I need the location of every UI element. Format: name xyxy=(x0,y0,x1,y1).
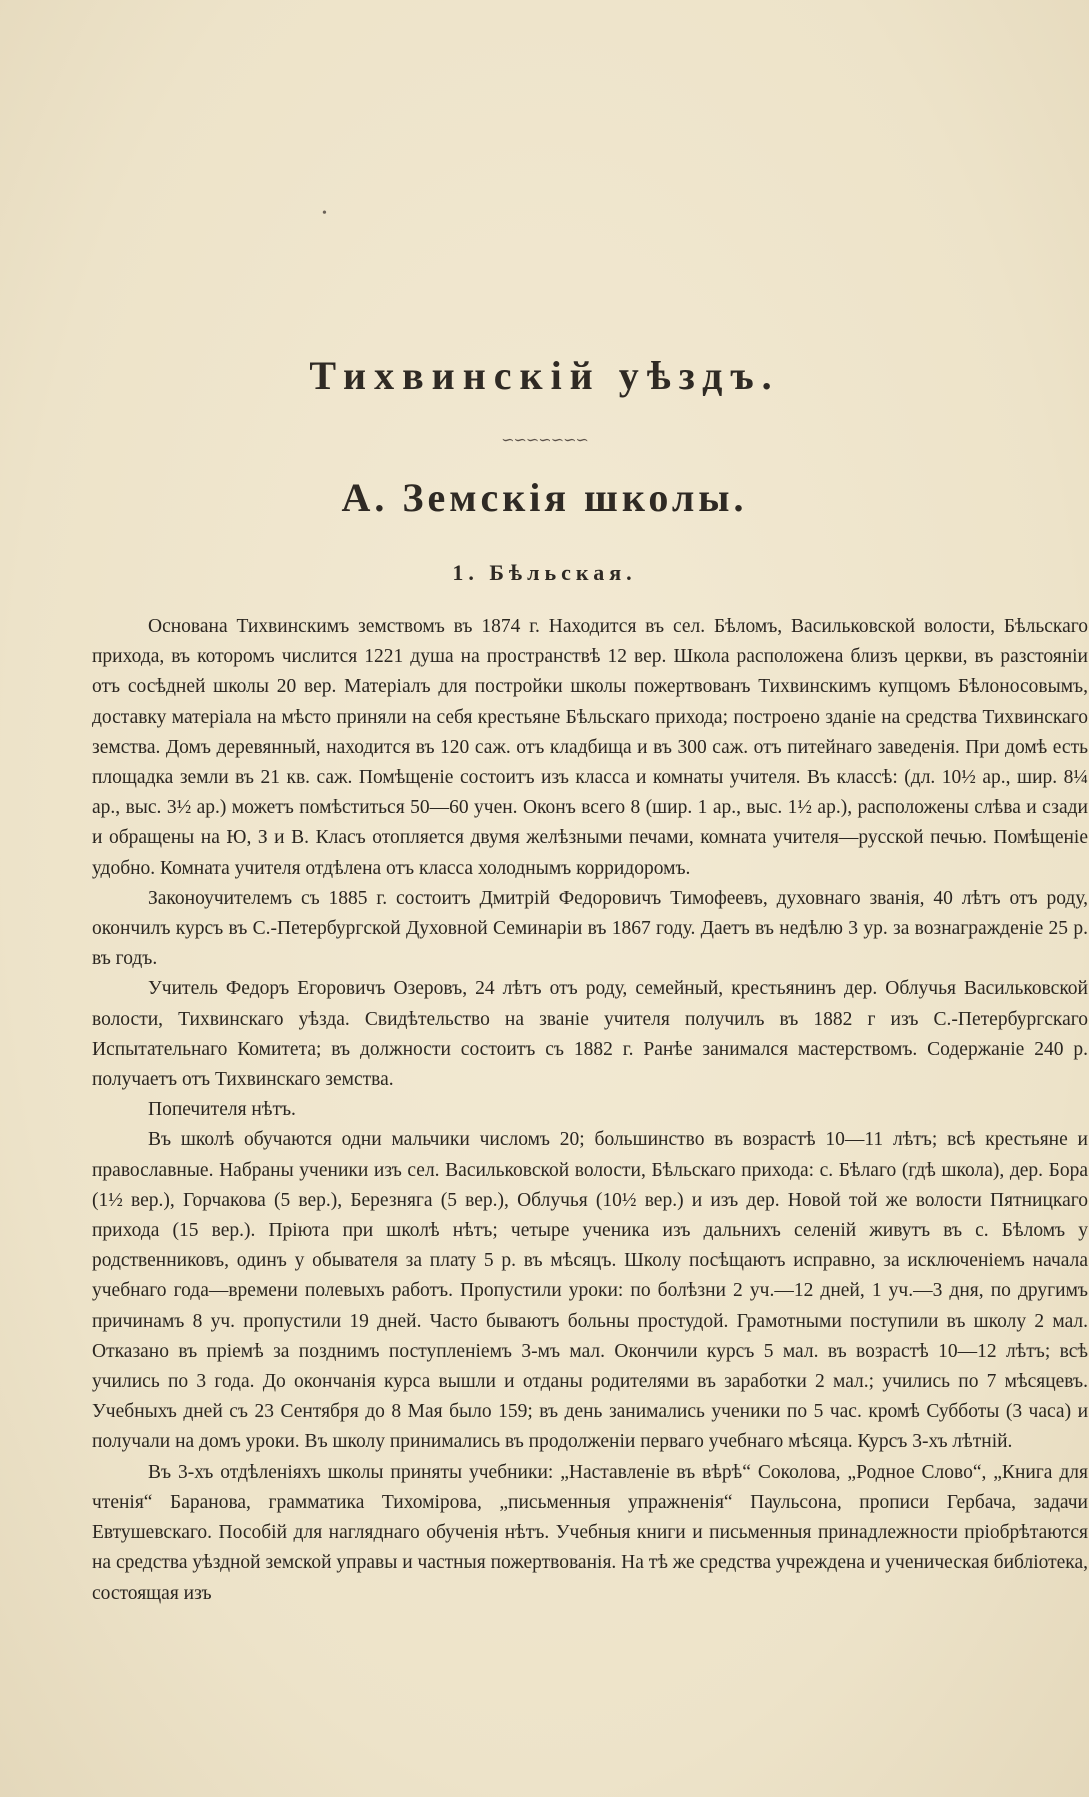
school-heading: 1. Бѣльская. xyxy=(452,560,637,585)
paragraph-founding: Основана Тихвинскимъ земствомъ въ 1874 г. Находится въ сел. Бѣломъ, Васильковской волости, Бѣльскаго прихода, въ которомъ числится 1221 душа на пространствѣ 12 вер. Школа расположена близъ церкви, въ разстояніи отъ сосѣдней школы 20 вер. Матеріалъ для постройки школы пожертвованъ Тихвинскимъ купцомъ Бѣлоносовымъ, доставку матеріала на мѣсто приняли на себя крестьяне Бѣльскаго прихода; построено зданіе на средства Тихвинскаго земства. Домъ деревянный, находится въ 120 саж. отъ кладбища и въ 300 саж. отъ питейнаго заведенія. При домѣ есть площадка земли въ 21 кв. саж. Помѣщеніе состоитъ изъ класса и комнаты учителя. Въ классѣ: (дл. 10½ ар., шир. 8¼ ар., выс. 3½ ар.) можетъ помѣститься 50—60 учен. Оконъ всего 8 (шир. 1 ар., выс. 1½ ар.), расположены слѣва и сзади и обращены на Ю, З и В. Класъ отопляется двумя желѣзными печами, комната учителя—русской печью. Помѣщеніе удобно. Комната учителя отдѣлена отъ класса холоднымъ корридоромъ. xyxy=(92,616,1088,879)
title-ornament-divider: ∽∽∽∽∽∽∽ xyxy=(501,432,588,449)
section-heading: А. Земскія школы. xyxy=(341,475,748,520)
paragraph-textbooks: Въ 3-хъ отдѣленіяхъ школы приняты учебники: „Наставленіе въ вѣрѣ“ Соколова, „Родное Слово“, „Книга для чтенія“ Баранова, грамматика Тихомірова, „письменныя упражненія“ Паульсона, прописи Гербача, задачи Евтушевскаго. Пособій для нагляднаго обученія нѣтъ. Учебныя книги и письменныя принадлежности пріобрѣтаются на средства уѣздной земской управы и частныя пожертвованія. На тѣ же средства учреждена и ученическая библіотека, состоящая изъ xyxy=(92,1461,1088,1604)
district-title: Тихвинскій уѣздъ. xyxy=(309,353,780,398)
paragraph-pupils: Въ школѣ обучаются одни мальчики числомъ 20; большинство въ возрастѣ 10—11 лѣтъ; всѣ крестьяне и православные. Набраны ученики изъ сел. Васильковской волости, Бѣльскаго прихода: с. Бѣлаго (гдѣ школа), дер. Бора (1½ вер.), Горчакова (5 вер.), Березняга (5 вер.), Облучья (10½ вер.) и изъ дер. Новой той же волости Пятницкаго прихода (15 вер.). Пріюта при школѣ нѣтъ; четыре ученика изъ дальнихъ селеній живутъ въ с. Бѣломъ у родственниковъ, одинъ у обывателя за плату 5 р. въ мѣсяцъ. Школу посѣщаютъ исправно, за исключеніемъ начала учебнаго года—времени полевыхъ работъ. Пропустили уроки: по болѣзни 2 уч.—12 дней, 1 уч.—3 дня, по другимъ причинамъ 8 уч. пропустили 19 дней. Часто бываютъ больны простудой. Грамотными поступили въ школу 2 мал. Отказано въ пріемѣ за позднимъ поступленіемъ 3-мъ мал. Окончили курсъ 5 мал. въ возрастѣ 10—12 лѣтъ; всѣ учились по 3 года. До окончанія курса вышли и отданы родителями въ заработки 2 мал.; учились по 7 мѣсяцевъ. Учебныхъ дней съ 23 Сентября до 8 Мая было 159; въ день занимались ученики по 5 час. кромѣ Субботы (3 часа) и получали на домъ уроки. Въ школу принимались въ продолженіи перваго учебнаго мѣсяца. Курсъ 3-хъ лѣтній. xyxy=(92,1129,1088,1453)
ink-dot: • xyxy=(322,206,327,221)
paragraph-teacher: Учитель Федоръ Егоровичъ Озеровъ, 24 лѣтъ отъ роду, семейный, крестьянинъ дер. Облучья Васильковской волости, Тихвинскаго уѣзда. Свидѣтельство на званіе учителя получилъ въ 1882 г изъ С.-Петербургскаго Испытательнаго Комитета; въ должности состоитъ съ 1882 г. Ранѣе занимался мастерствомъ. Содержаніе 240 р. получаетъ отъ Тихвинскаго земства. xyxy=(92,978,1088,1091)
paragraph-religion-teacher: Законоучителемъ съ 1885 г. состоитъ Дмитрій Федоровичъ Тимофеевъ, духовнаго званія, 40 лѣтъ отъ роду, окончилъ курсъ въ С.-Петербургской Духовной Семинаріи въ 1867 году. Даетъ въ недѣлю 3 ур. за вознагражденіе 25 р. въ годъ. xyxy=(92,887,1088,970)
body-text xyxy=(92,612,1088,1609)
paragraph-trustee: Попечителя нѣтъ. xyxy=(148,1099,296,1121)
